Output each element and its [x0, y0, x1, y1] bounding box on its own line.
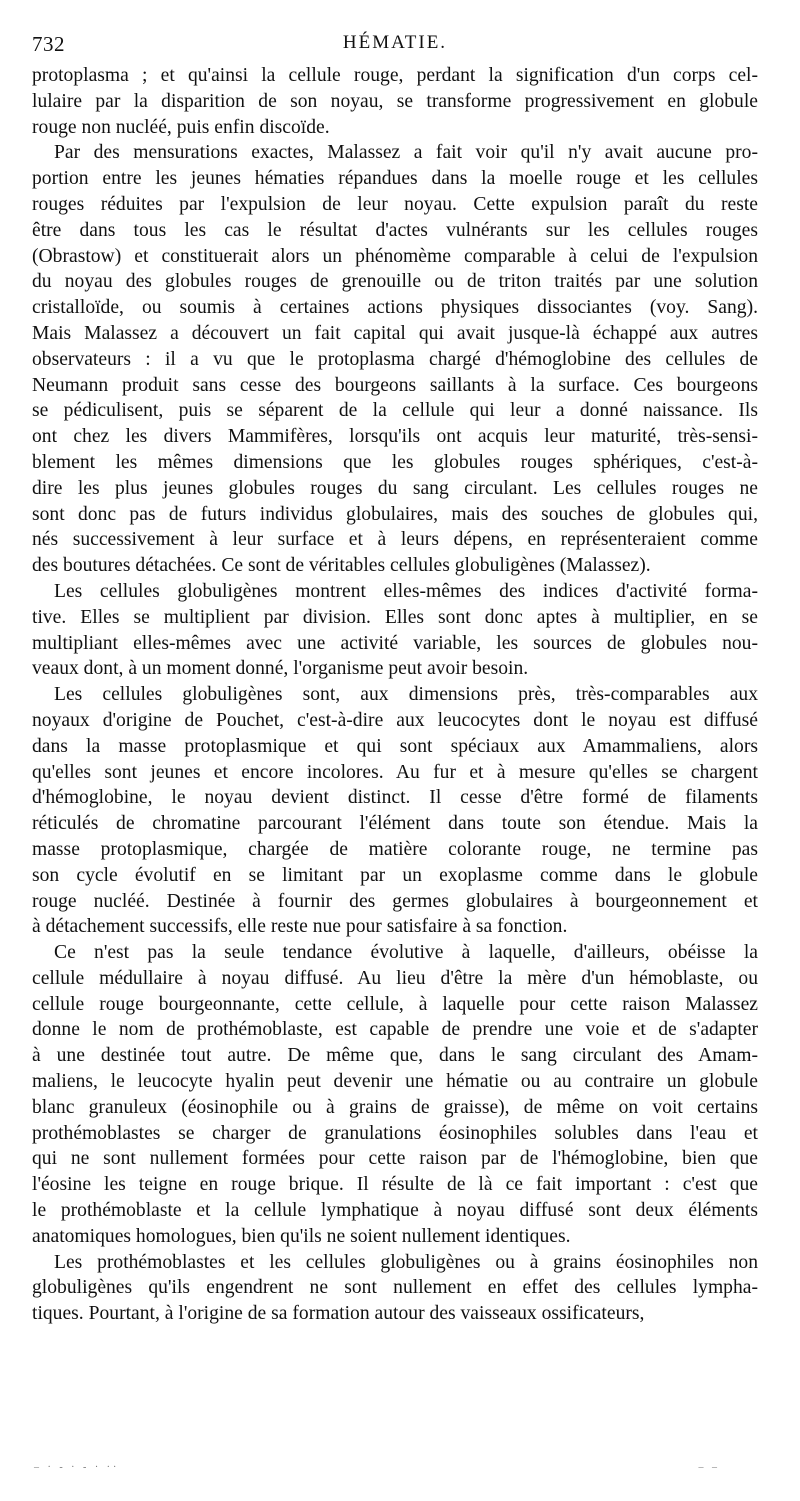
text-line: dans la masse protoplasmique et qui sont spéciaux aux Amammaliens, alors — [32, 735, 758, 757]
text-line: être dans tous les cas le résultat d'actes vulnérants sur les cellules rouges — [32, 219, 758, 241]
text-line: blement les mêmes dimensions que les globules rouges sphériques, c'est-à- — [32, 451, 758, 473]
text-line: protoplasma ; et qu'ainsi la cellule rouge, perdant la signification d'un corps cel- — [32, 65, 758, 86]
body-text — [32, 63, 758, 1327]
text-line: noyaux d'origine de Pouchet, c'est-à-dire aux leucocytes dont le noyau est diffusé — [32, 709, 758, 731]
text-line: nés successivement à leur surface et à leurs dépens, en représenteraient comme — [32, 529, 758, 551]
text-line: donne le nom de prothémoblaste, est capable de prendre une voie et de s'adapter — [32, 1019, 758, 1041]
text-line: lulaire par la disparition de son noyau, se transforme progressivement en globule — [32, 90, 758, 112]
paragraph — [32, 682, 758, 940]
footer-marks-left: – · - · - · ·· — [34, 1462, 120, 1473]
text-line: multipliant elles-mêmes avec une activité variable, les sources de globules nou- — [32, 632, 758, 654]
text-line: Les prothémoblastes et les cellules globuligènes ou à grains éosinophiles non — [54, 1251, 758, 1273]
text-line: (Obrastow) et constituerait alors un phénomème comparable à celui de l'expulsion — [32, 245, 758, 267]
text-line: blanc granuleux (éosinophile ou à grains de graisse), de même on voit certains — [32, 1096, 758, 1118]
running-title: HÉMATIE. — [342, 32, 448, 53]
text-line: Les cellules globuligènes sont, aux dimensions près, très-comparables aux — [54, 684, 758, 706]
text-line: qui ne sont nullement formées pour cette raison par de l'hémoglobine, bien que — [32, 1148, 758, 1170]
text-line: anatomiques homologues, bien qu'ils ne soient nullement identiques. — [32, 1225, 571, 1247]
text-line: rouge nucléé. Destinée à fournir des germes globulaires à bourgeonnement et — [32, 890, 758, 912]
text-line: qu'elles sont jeunes et encore incolores. Au fur et à mesure qu'elles se chargent — [32, 761, 758, 783]
text-line: maliens, le leucocyte hyalin peut devenir une hématie ou au contraire un globule — [32, 1071, 758, 1093]
text-line: Les cellules globuligènes montrent elles-mêmes des indices d'activité forma- — [54, 580, 758, 602]
text-line: son cycle évolutif en se limitant par un exoplasme comme dans le globule — [32, 864, 758, 886]
text-line: cristalloïde, ou soumis à certaines actions physiques dissociantes (voy. Sang). — [32, 297, 758, 319]
text-line: prothémoblastes se charger de granulations éosinophiles solubles dans l'eau et — [32, 1122, 758, 1144]
paragraph — [32, 140, 758, 579]
page-number: 732 — [32, 32, 65, 56]
text-line: veaux dont, à un moment donné, l'organisme peut avoir besoin. — [32, 658, 529, 680]
text-line: à une destinée tout autre. De même que, dans le sang circulant des Amam- — [32, 1045, 758, 1067]
text-line: rouges réduites par l'expulsion de leur noyau. Cette expulsion paraît du reste — [32, 193, 758, 215]
text-line: Mais Malassez a découvert un fait capital qui avait jusque-là échappé aux autres — [32, 322, 758, 344]
text-line: le prothémoblaste et la cellule lymphatique à noyau diffusé sont deux éléments — [32, 1200, 758, 1222]
text-line: tiques. Pourtant, à l'origine de sa formation autour des vaisseaux ossificateurs, — [32, 1303, 645, 1325]
text-line: d'hémoglobine, le noyau devient distinct. Il cesse d'être formé de filaments — [32, 787, 758, 809]
text-line: ont chez les divers Mammifères, lorsqu'ils ont acquis leur maturité, très-sensi- — [32, 426, 758, 448]
text-line: se pédiculisent, puis se séparent de la cellule qui leur a donné naissance. Ils — [32, 400, 758, 422]
text-line: tive. Elles se multiplient par division. Elles sont donc aptes à multiplier, en se — [32, 606, 758, 628]
footer-marks-right: – – — [698, 1462, 720, 1473]
paragraph — [32, 63, 758, 140]
paragraph — [32, 940, 758, 1250]
text-line: dire les plus jeunes globules rouges du sang circulant. Les cellules rouges ne — [32, 477, 758, 499]
text-line: du noyau des globules rouges de grenouille ou de triton traités par une solution — [32, 271, 758, 293]
text-line: des boutures détachées. Ce sont de véritables cellules globuligènes (Malassez). — [32, 555, 651, 577]
text-line: rouge non nucléé, puis enfin discoïde. — [32, 116, 330, 138]
text-line: réticulés de chromatine parcourant l'élément dans toute son étendue. Mais la — [32, 813, 758, 835]
text-line: globuligènes qu'ils engendrent ne sont nullement en effet des cellules lympha- — [32, 1277, 758, 1299]
text-line: Neumann produit sans cesse des bourgeons saillants à la surface. Ces bourgeons — [32, 374, 758, 396]
paragraph — [32, 1250, 758, 1327]
text-line: observateurs : il a vu que le protoplasma chargé d'hémoglobine des cellules de — [32, 348, 758, 370]
text-line: cellule médullaire à noyau diffusé. Au lieu d'être la mère d'un hémoblaste, ou — [32, 967, 758, 989]
text-line: portion entre les jeunes hématies répandues dans la moelle rouge et les cellules — [32, 168, 758, 190]
text-line: Ce n'est pas la seule tendance évolutive à laquelle, d'ailleurs, obéisse la — [54, 942, 758, 964]
page-header — [32, 32, 758, 58]
text-line: masse protoplasmique, chargée de matière colorante rouge, ne termine pas — [32, 838, 758, 860]
text-line: l'éosine les teigne en rouge brique. Il résulte de là ce fait important : c'est que — [32, 1174, 758, 1196]
text-line: à détachement successifs, elle reste nue pour satisfaire à sa fonction. — [32, 916, 568, 938]
text-line: cellule rouge bourgeonnante, cette cellule, à laquelle pour cette raison Malassez — [32, 993, 758, 1015]
text-line: sont donc pas de futurs individus globulaires, mais des souches de globules qui, — [32, 503, 758, 525]
paragraph — [32, 579, 758, 682]
text-line: Par des mensurations exactes, Malassez a fait voir qu'il n'y avait aucune pro- — [54, 142, 758, 164]
